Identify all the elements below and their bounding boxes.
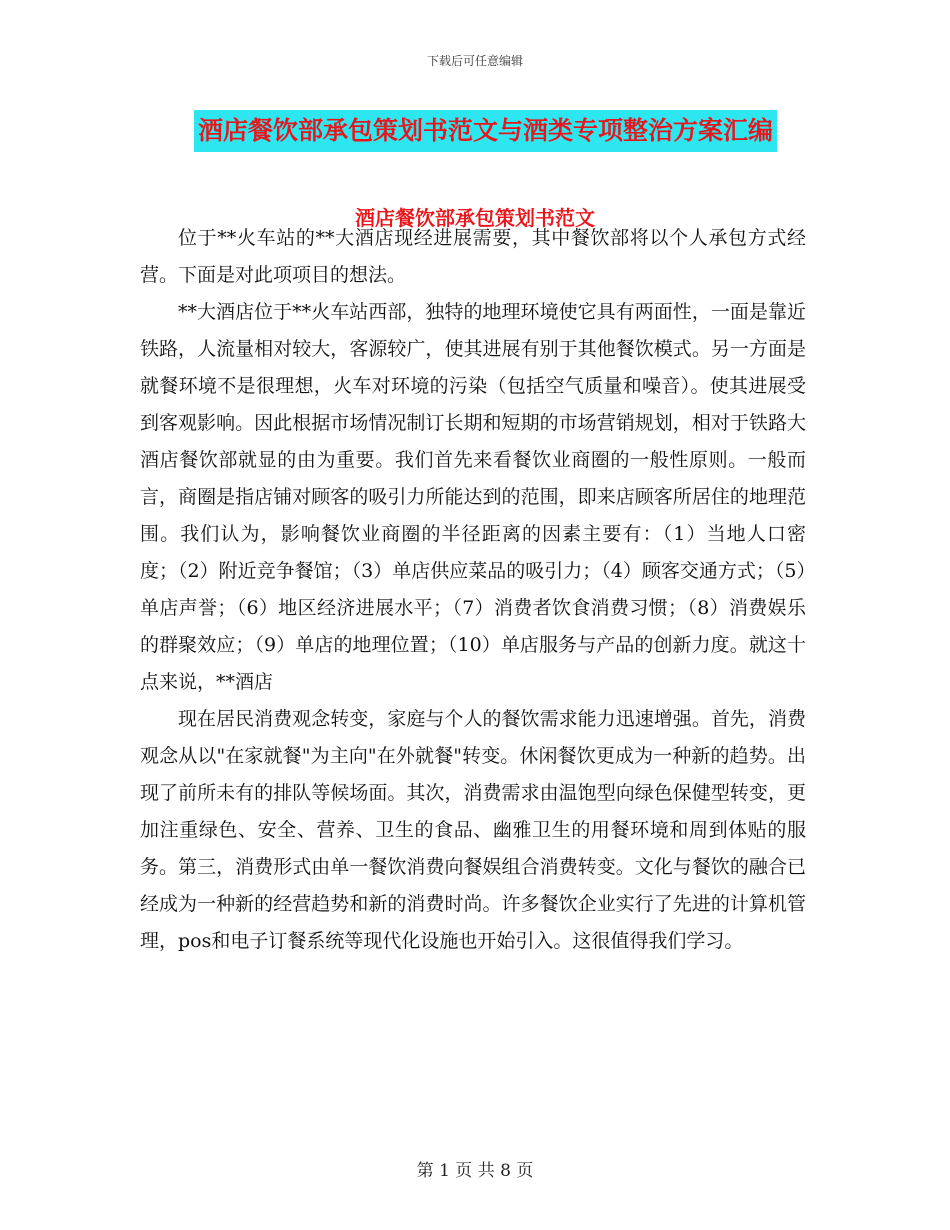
body-paragraph: 现在居民消费观念转变，家庭与个人的餐饮需求能力迅速增强。首先，消费观念从以"在家就餐"为主向"在外就餐"转变。休闲餐饮更成为一种新的趋势。出现了前所未有的排队等候场面。其次，消费需求由温饱型向绿色保健型转变，更加注重绿色、安全、营养、卫生的食品、幽雅卫生的用餐环境和周到体贴的服务。第三，消费形式由单一餐饮消费向餐娱组合消费转变。文化与餐饮的融合已经成为一种新的经营趋势和新的消费时尚。许多餐饮企业实行了先进的计算机管理，pos和电子订餐系统等现代化设施也开始引入。这很值得我们学习。 xyxy=(140,708,806,952)
page-header-note: 下载后可任意编辑 xyxy=(426,54,523,68)
section-title: 酒店餐饮部承包策划书范文 xyxy=(355,206,595,230)
document-title: 酒店餐饮部承包策划书范文与酒类专项整治方案汇编 xyxy=(194,110,777,152)
body-paragraph: 位于**火车站的**大酒店现经进展需要，其中餐饮部将以个人承包方式经营。下面是对此项项目的想法。 xyxy=(140,227,806,286)
body-paragraph: **大酒店位于**火车站西部，独特的地理环境使它具有两面性，一面是靠近铁路，人流量相对较大，客源较广，使其进展有别于其他餐饮模式。另一方面是就餐环境不是很理想，火车对环境的污染（包括空气质量和噪音）。使其进展受到客观影响。因此根据市场情况制订长期和短期的市场营销规划，相对于铁路大酒店餐饮部就显的由为重要。我们首先来看餐饮业商圈的一般性原则。一般而言，商圈是指店铺对顾客的吸引力所能达到的范围，即来店顾客所居住的地理范围。我们认为，影响餐饮业商圈的半径距离的因素主要有：（1）当地人口密度；（2）附近竞争餐馆；（3）单店供应菜品的吸引力；（4）顾客交通方式；（5）单店声誉；（6）地区经济进展水平；（7）消费者饮食消费习惯；（8）消费娱乐的群聚效应；（9）单店的地理位置；（10）单店服务与产品的创新力度。就这十点来说，**酒店 xyxy=(140,301,806,693)
page-number: 第 1 页 共 8 页 xyxy=(416,1161,534,1181)
document-body xyxy=(140,220,806,960)
